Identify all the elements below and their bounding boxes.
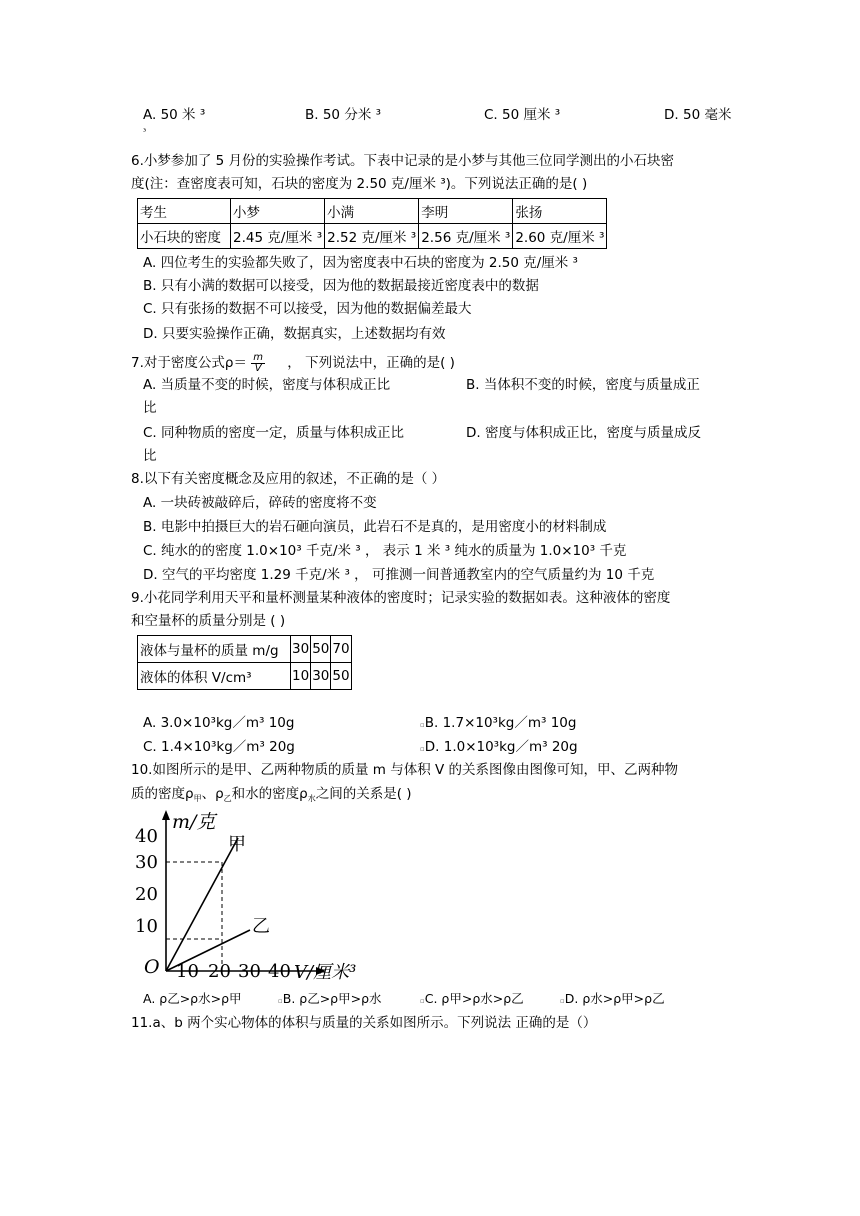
q8-option-a: A. 一块砖被敲碎后，碎砖的密度将不变: [143, 495, 377, 511]
q8-option-d: D. 空气的平均密度 1.29 千克/米 ³ ， 可推测一间普通教室内的空气质量约为 10 千克: [143, 567, 655, 583]
q9-stem-line2: 和空量杯的质量分别是 ( ): [131, 613, 286, 629]
fraction-denominator: V: [254, 362, 262, 374]
q10-stem-line2: [131, 785, 412, 808]
q10-stem-text: 质的密度ρ: [131, 786, 194, 802]
bullet-marker: ▫: [278, 997, 283, 1005]
q9-option-d: [420, 738, 578, 758]
table-cell: 小满: [325, 199, 419, 224]
y-tick: 10: [135, 916, 158, 937]
line-jia: [166, 838, 238, 971]
q10-option-c-text: C. ρ甲>ρ水>ρ乙: [424, 991, 524, 1006]
q9-stem-line1: 9.小花同学利用天平和量杯测量某种液体的密度时；记录实验的数据如表。这种液体的密度: [131, 590, 671, 606]
table-cell: 2.60 克/厘米 ³: [513, 224, 607, 249]
q7-option-c: C. 同种物质的密度一定，质量与体积成正比: [143, 425, 405, 441]
q6-option-d: D. 只要实验操作正确，数据真实，上述数据均有效: [143, 326, 446, 342]
table-row: [138, 199, 607, 224]
mass-volume-graph: [128, 808, 368, 986]
q7-suffix: ， 下列说法中，正确的是( ): [287, 355, 455, 371]
q5-option-b: B. 50 分米 ³: [305, 107, 382, 123]
table-row: [138, 636, 352, 663]
q9-option-c: C. 1.4×10³kg／m³ 20g: [143, 739, 295, 755]
q7-stem: [131, 352, 455, 374]
q10-stem-text: 之间的关系是( ): [315, 786, 412, 802]
q9-option-d-text: D. 1.0×10³kg／m³ 20g: [424, 739, 578, 755]
bullet-marker: ▫: [420, 721, 425, 729]
q7-option-a-wrap: 比: [143, 400, 157, 416]
y-tick: 40: [135, 826, 158, 847]
table-cell: 10: [291, 663, 311, 690]
table-cell: 考生: [138, 199, 231, 224]
y-axis-arrow: [162, 810, 170, 820]
table-cell: 30: [291, 636, 311, 663]
q6-option-b: B. 只有小满的数据可以接受，因为他的数据最接近密度表中的数据: [143, 278, 539, 294]
table-cell: 2.56 克/厘米 ³: [419, 224, 513, 249]
q6-option-a: A. 四位考生的实验都失败了，因为密度表中石块的密度为 2.50 克/厘米 ³: [143, 255, 578, 271]
q10-stem-text: 和水的密度ρ: [231, 786, 308, 802]
q8-option-c: C. 纯水的的密度 1.0×10³ 千克/米 ³ ， 表示 1 米 ³ 纯水的质量为 1.0×10³ 千克: [143, 543, 627, 559]
density-formula-fraction: [251, 353, 265, 374]
q10-option-c: [420, 990, 524, 1010]
table-cell: 30: [311, 663, 331, 690]
y-tick: 30: [135, 852, 158, 873]
subscript-jia: 甲: [193, 794, 202, 803]
x-axis-label: V/厘米³: [294, 962, 357, 983]
q10-option-b-text: B. ρ乙>ρ甲>ρ水: [282, 991, 382, 1006]
q8-stem: 8.以下有关密度概念及应用的叙述，不正确的是（ ）: [131, 471, 446, 487]
table-cell: 2.52 克/厘米 ³: [325, 224, 419, 249]
x-tick: 30: [238, 961, 261, 982]
fraction-numerator: m: [253, 351, 263, 363]
bullet-marker: ▫: [420, 745, 425, 753]
table-cell: 小石块的密度: [138, 224, 231, 249]
x-tick: 40: [268, 961, 291, 982]
q11-stem: 11.a、b 两个实心物体的体积与质量的关系如图所示。下列说法 正确的是（）: [131, 1015, 597, 1031]
bullet-marker: ▫: [560, 997, 565, 1005]
table-cell: 小梦: [231, 199, 325, 224]
origin-label: O: [144, 956, 160, 978]
table-cell: 2.45 克/厘米 ³: [231, 224, 325, 249]
subscript-yi: 乙: [223, 794, 232, 803]
q10-option-a: A. ρ乙>ρ水>ρ甲: [143, 991, 242, 1006]
q7-option-a: A. 当质量不变的时候，密度与体积成正比: [143, 377, 391, 393]
table-row: [138, 663, 352, 690]
table-cell: 50: [311, 636, 331, 663]
line-jia-label: 甲: [228, 834, 246, 855]
q10-option-d-text: D. ρ水>ρ甲>ρ乙: [564, 991, 665, 1006]
q7-prefix: 7.对于密度公式ρ＝: [131, 355, 247, 371]
y-axis-label: m/克: [172, 811, 216, 833]
q9-table: [137, 635, 352, 690]
q9-option-b-text: B. 1.7×10³kg／m³ 10g: [424, 715, 577, 731]
q6-stem-line2: 度(注：查密度表可知，石块的密度为 2.50 克/厘米 ³)。下列说法正确的是( ): [131, 176, 588, 192]
q10-option-d: [560, 990, 665, 1010]
q7-option-b: B. 当体积不变的时候，密度与质量成正: [466, 377, 700, 393]
table-cell: 液体的体积 V/cm³: [138, 663, 291, 690]
table-cell: 张扬: [513, 199, 607, 224]
q10-stem-line1: 10.如图所示的是甲、乙两种物质的质量 m 与体积 V 的关系图像由图像可知，甲、乙两种物: [131, 762, 679, 778]
q9-option-b: [420, 714, 576, 734]
q5-option-a: A. 50 米 ³: [143, 107, 206, 123]
table-cell: 液体与量杯的质量 m/g: [138, 636, 291, 663]
q8-option-b: B. 电影中拍摄巨大的岩石砸向演员，此岩石不是真的，是用密度小的材料制成: [143, 519, 607, 535]
q5-option-d: D. 50 毫米: [664, 107, 732, 123]
q10-option-b: [278, 990, 382, 1010]
x-tick: 20: [208, 961, 231, 982]
table-cell: 50: [331, 663, 351, 690]
q6-option-c: C. 只有张扬的数据不可以接受，因为他的数据偏差最大: [143, 301, 472, 317]
table-cell: 70: [331, 636, 351, 663]
q5-option-c: C. 50 厘米 ³: [484, 107, 561, 123]
table-cell: 李明: [419, 199, 513, 224]
x-tick: 10: [176, 961, 199, 982]
q6-table: [137, 198, 607, 249]
q10-stem-text: 、ρ: [201, 786, 224, 802]
subscript-shui: 水: [307, 794, 316, 803]
q6-stem-line1: 6.小梦参加了 5 月份的实验操作考试。下表中记录的是小梦与其他三位同学测出的小石块密: [131, 153, 675, 169]
table-row: [138, 224, 607, 249]
q7-option-d: D. 密度与体积成正比，密度与质量成反: [466, 425, 701, 441]
q7-option-c-wrap: 比: [143, 448, 157, 464]
bullet-marker: ▫: [420, 997, 425, 1005]
q5-wrap: ³: [143, 127, 147, 136]
y-tick: 20: [135, 884, 158, 905]
q9-option-a: A. 3.0×10³kg／m³ 10g: [143, 715, 295, 731]
line-yi-label: 乙: [252, 916, 270, 937]
